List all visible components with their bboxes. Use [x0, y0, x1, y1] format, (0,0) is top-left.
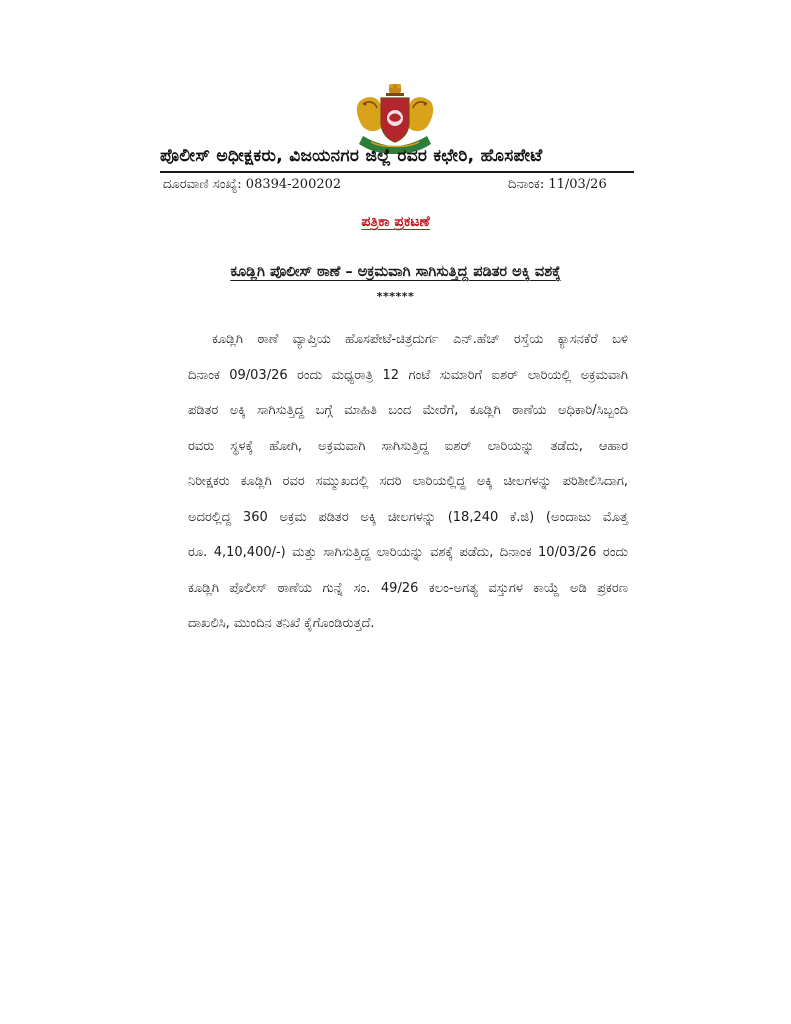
press-release-label [0, 214, 791, 230]
headline [0, 264, 791, 280]
body-line: ದಾಖಲಿಸಿ, ಮುಂದಿನ ತನಿಖೆ ಕೈಗೊಂಡಿರುತ್ತದೆ. [188, 616, 375, 631]
body-line: ಅದರಲ್ಲಿದ್ದ 360 ಅಕ್ರಮ ಪಡಿತರ ಅಕ್ಕಿ ಚೀಲಗಳನ್ನು (18,240 ಕೆ.ಜಿ) (ಅಂದಾಜು ಮೊತ್ತ [188, 509, 628, 525]
headline-text: ಕೂಡ್ಲಿಗಿ ಪೊಲೀಸ್ ಠಾಣೆ – ಅಕ್ರಮವಾಗಿ ಸಾಗಿಸುತ್ತಿದ್ದ ಪಡಿತರ ಅಕ್ಕಿ ವಶಕ್ಕೆ [230, 264, 561, 280]
body-paragraph [188, 322, 628, 642]
body-line: ಪಡಿತರ ಅಕ್ಕಿ ಸಾಗಿಸುತ್ತಿದ್ದ ಬಗ್ಗೆ ಮಾಹಿತಿ ಬಂದ ಮೇರೆಗೆ, ಕೂಡ್ಲಿಗಿ ಠಾಣೆಯ ಅಧಿಕಾರಿ/ಸಿಬ್ಬಂದಿ [188, 403, 628, 418]
body-line: ದಿನಾಂಕ 09/03/26 ರಂದು ಮಧ್ಯರಾತ್ರಿ 12 ಗಂಟೆ ಸುಮಾರಿಗೆ ಐಶರ್ ಲಾರಿಯಲ್ಲಿ ಅಕ್ರಮವಾಗಿ [188, 367, 628, 383]
header-divider [160, 171, 634, 173]
body-line: ರವರು ಸ್ಥಳಕ್ಕೆ ಹೋಗಿ, ಅಕ್ರಮವಾಗಿ ಸಾಗಿಸುತ್ತಿದ್ದ ಐಶರ್ ಲಾರಿಯನ್ನು ತಡೆದು, ಆಹಾರ [188, 438, 628, 454]
issue-date: ದಿನಾಂಕ: 11/03/26 [508, 177, 607, 192]
body-line: ರೂ. 4,10,400/-) ಮತ್ತು ಸಾಗಿಸುತ್ತಿದ್ದ ಲಾರಿಯನ್ನು ವಶಕ್ಕೆ ಪಡೆದು, ದಿನಾಂಕ 10/03/26 ರಂದು [188, 545, 628, 560]
office-title: ಪೊಲೀಸ್ ಅಧೀಕ್ಷಕರು, ವಿಜಯನಗರ ಜಿಲ್ಲೆ ರವರ ಕಛೇರಿ, ಹೊಸಪೇಟೆ [160, 146, 543, 166]
separator-stars: ****** [376, 290, 415, 303]
body-line: ನಿರೀಕ್ಷಕರು ಕೂಡ್ಲಿಗಿ ರವರ ಸಮ್ಮುಖದಲ್ಲಿ ಸದರಿ ಲಾರಿಯಲ್ಲಿದ್ದ ಅಕ್ಕಿ ಚೀಲಗಳನ್ನು ಪರಿಶೀಲಿಸಿದಾಗ, [188, 474, 628, 489]
phone-number: ದೂರವಾಣಿ ಸಂಖ್ಯೆ: 08394-200202 [163, 177, 342, 192]
body-line: ಕೂಡ್ಲಿಗಿ ಪೊಲೀಸ್ ಠಾಣೆಯ ಗುನ್ನೆ ಸಂ. 49/26 ಕಲಂ-ಅಗತ್ಯ ವಸ್ತುಗಳ ಕಾಯ್ದೆ ಅಡಿ ಪ್ರಕರಣ [188, 580, 628, 596]
body-line: ಕೂಡ್ಲಿಗಿ ಠಾಣೆ ವ್ಯಾಪ್ತಿಯ ಹೊಸಪೇಟೆ-ಚಿತ್ರದುರ್ಗ ಎನ್.ಹೆಚ್ ರಸ್ತೆಯ ಕ್ಯಾಸನಕೆರೆ ಬಳಿ [212, 332, 628, 347]
press-release-label-text: ಪತ್ರಿಕಾ ಪ್ರಕಟಣೆ [361, 214, 430, 230]
